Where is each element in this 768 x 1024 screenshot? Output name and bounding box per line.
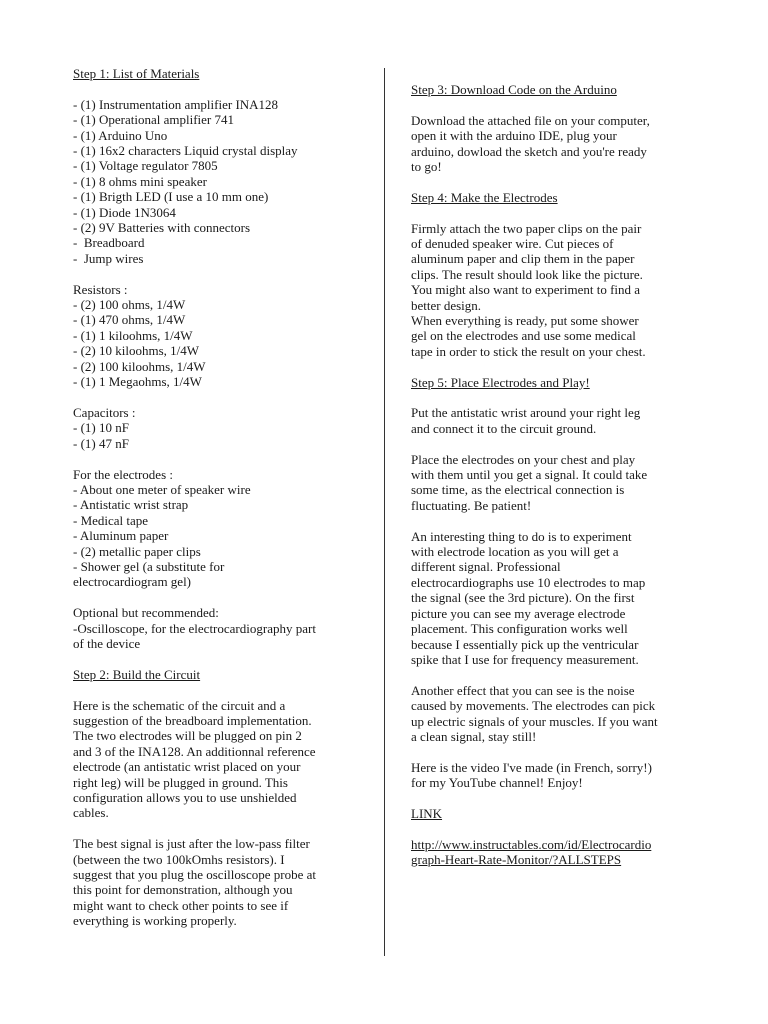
text-line: of denuded speaker wire. Cut pieces of [411,236,614,252]
material-item: - (1) Arduino Uno [73,127,168,143]
text-line: better design. [411,297,482,313]
text-line: Put the antistatic wrist around your right leg [411,405,641,421]
resistor-item: - (2) 10 kiloohms, 1/4W [73,343,200,359]
spacer [73,81,373,96]
link-label[interactable]: LINK [411,805,443,821]
text-line: electrocardiographs use 10 electrodes to map [411,574,646,590]
text-line: with electrode location as you will get a [411,544,619,560]
spacer [411,205,711,220]
electrodes-list [73,482,373,590]
text-line: some time, as the electrical connection is [411,482,625,498]
text-line: placement. This configuration works well [411,621,628,637]
resistor-item: - (1) 1 kiloohms, 1/4W [73,327,193,343]
text-line: this point for demonstration, although you [73,882,293,898]
resistor-item: - (2) 100 ohms, 1/4W [73,297,186,313]
electrode-item: - Aluminum paper [73,528,169,544]
capacitors-list [73,420,373,451]
step5-heading: Step 5: Place Electrodes and Play! [411,374,590,390]
material-item: - Jump wires [73,250,144,266]
text-line: picture you can see my average electrode [411,605,626,621]
text-line: up electric signals of your muscles. If you want [411,713,658,729]
spacer [73,451,373,466]
instructables-url[interactable] [411,837,711,868]
capacitor-item: - (1) 47 nF [73,435,129,451]
step5-paragraph-2 [411,452,711,514]
step2-paragraph-2 [73,836,373,928]
spacer [73,682,373,697]
spacer [411,359,711,374]
material-item: - (1) 8 ohms mini speaker [73,173,207,189]
text-line: aluminum paper and clip them in the paper [411,251,635,267]
text-line: and connect it to the circuit ground. [411,420,597,436]
step2-heading: Step 2: Build the Circuit [73,666,201,682]
material-item: - (1) Diode 1N3064 [73,204,176,220]
electrode-item: - Medical tape [73,512,149,528]
step4-paragraph [411,221,711,360]
electrode-item: - Shower gel (a substitute for [73,558,225,574]
text-line: Download the attached file on your computer, [411,112,650,128]
text-line: suggestion of the breadboard implementation. [73,712,312,728]
material-item: - (1) Brigth LED (I use a 10 mm one) [73,189,269,205]
text-line: The two electrodes will be plugged on pin 2 [73,728,302,744]
resistor-item: - (1) 1 Megaohms, 1/4W [73,374,202,390]
text-line: suggest that you plug the oscilloscope probe at [73,867,316,882]
text-line: a clean signal, stay still! [411,728,537,744]
spacer [411,436,711,451]
material-item: - (2) 9V Batteries with connectors [73,220,251,236]
text-line: An interesting thing to do is to experiment [411,528,632,544]
electrode-item: - (2) metallic paper clips [73,543,201,559]
text-line: right leg) will be plugged in ground. This [73,774,288,790]
materials-list [73,97,373,266]
text-line: cables. [73,805,109,821]
text-line: spike that I use for frequency measurement. [411,651,639,667]
text-line: might want to check other points to see if [73,897,289,913]
text-line: for my YouTube channel! Enjoy! [411,775,583,791]
material-item: - (1) Instrumentation amplifier INA128 [73,96,279,112]
left-column [73,66,373,929]
spacer [73,590,373,605]
text-line: to go! [411,159,442,175]
text-line: fluctuating. Be patient! [411,497,532,513]
electrodes-heading: For the electrodes : [73,466,173,482]
material-item: - (1) 16x2 characters Liquid crystal display [73,143,298,159]
spacer [411,513,711,528]
spacer [411,744,711,759]
text-line: electrode (an antistatic wrist placed on your [73,759,301,775]
capacitors-heading: Capacitors : [73,404,136,420]
material-item: - Breadboard [73,235,145,251]
text-line: gel on the electrodes and use some medical [411,328,636,344]
material-item: - (1) Operational amplifier 741 [73,112,234,128]
material-item: - (1) Voltage regulator 7805 [73,158,218,174]
text-line: Another effect that you can see is the noise [411,682,635,698]
optional-line: of the device [73,635,141,651]
text-line: tape in order to stick the result on your chest. [411,343,646,359]
resistor-item: - (1) 470 ohms, 1/4W [73,312,186,328]
text-line: Firmly attach the two paper clips on the pair [411,220,642,236]
spacer [73,821,373,836]
right-column [411,82,711,868]
spacer [411,667,711,682]
text-line: everything is working properly. [73,913,237,929]
step1-heading: Step 1: List of Materials [73,66,200,81]
spacer [411,791,711,806]
url-line[interactable]: graph-Heart-Rate-Monitor/?ALLSTEPS [411,852,622,868]
spacer [411,821,711,836]
text-line: and 3 of the INA128. An additionnal reference [73,743,316,759]
step5-paragraph-4 [411,683,711,745]
text-line: (between the two 100kOmhs resistors). I [73,851,285,867]
step4-heading: Step 4: Make the Electrodes [411,189,558,205]
step3-paragraph [411,113,711,175]
capacitor-item: - (1) 10 nF [73,420,129,436]
text-line: the signal (see the 3rd picture). On the first [411,590,635,606]
step5-paragraph-3 [411,529,711,668]
step5-paragraph-5 [411,760,711,791]
spacer [73,651,373,666]
column-divider [384,68,385,956]
text-line: You might also want to experiment to find a [411,282,641,298]
step5-paragraph-1 [411,405,711,436]
resistors-list [73,297,373,389]
spacer [411,97,711,112]
text-line: The best signal is just after the low-pass filter [73,836,310,852]
text-line: When everything is ready, put some shower [411,313,639,329]
spacer [73,390,373,405]
text-line: because I essentially pick up the ventricular [411,636,639,652]
text-line: Here is the video I've made (in French, sorry!) [411,759,652,775]
text-line: with them until you get a signal. It could take [411,467,648,483]
optional-line: -Oscilloscope, for the electrocardiography part [73,620,316,636]
text-line: Place the electrodes on your chest and play [411,451,636,467]
text-line: arduino, dowload the sketch and you're ready [411,143,647,159]
spacer [411,390,711,405]
text-line: open it with the arduino IDE, plug your [411,128,617,144]
text-line: clips. The result should look like the picture. [411,266,643,282]
spacer [411,174,711,189]
optional-block [73,605,373,651]
text-line: different signal. Professional [411,559,561,575]
step2-paragraph-1 [73,698,373,821]
optional-line: Optional but recommended: [73,605,219,621]
text-line: configuration allows you to use unshielded [73,789,297,805]
spacer [73,266,373,281]
url-line[interactable]: http://www.instructables.com/id/Electrocardio [411,836,652,852]
resistor-item: - (2) 100 kiloohms, 1/4W [73,358,206,374]
resistors-heading: Resistors : [73,281,128,297]
electrode-item: - About one meter of speaker wire [73,481,251,497]
text-line: caused by movements. The electrodes can pick [411,698,656,714]
step3-heading: Step 3: Download Code on the Arduino [411,82,617,97]
electrode-item: - Antistatic wrist strap [73,497,189,513]
electrode-item: electrocardiogram gel) [73,574,192,590]
text-line: Here is the schematic of the circuit and a [73,697,286,713]
